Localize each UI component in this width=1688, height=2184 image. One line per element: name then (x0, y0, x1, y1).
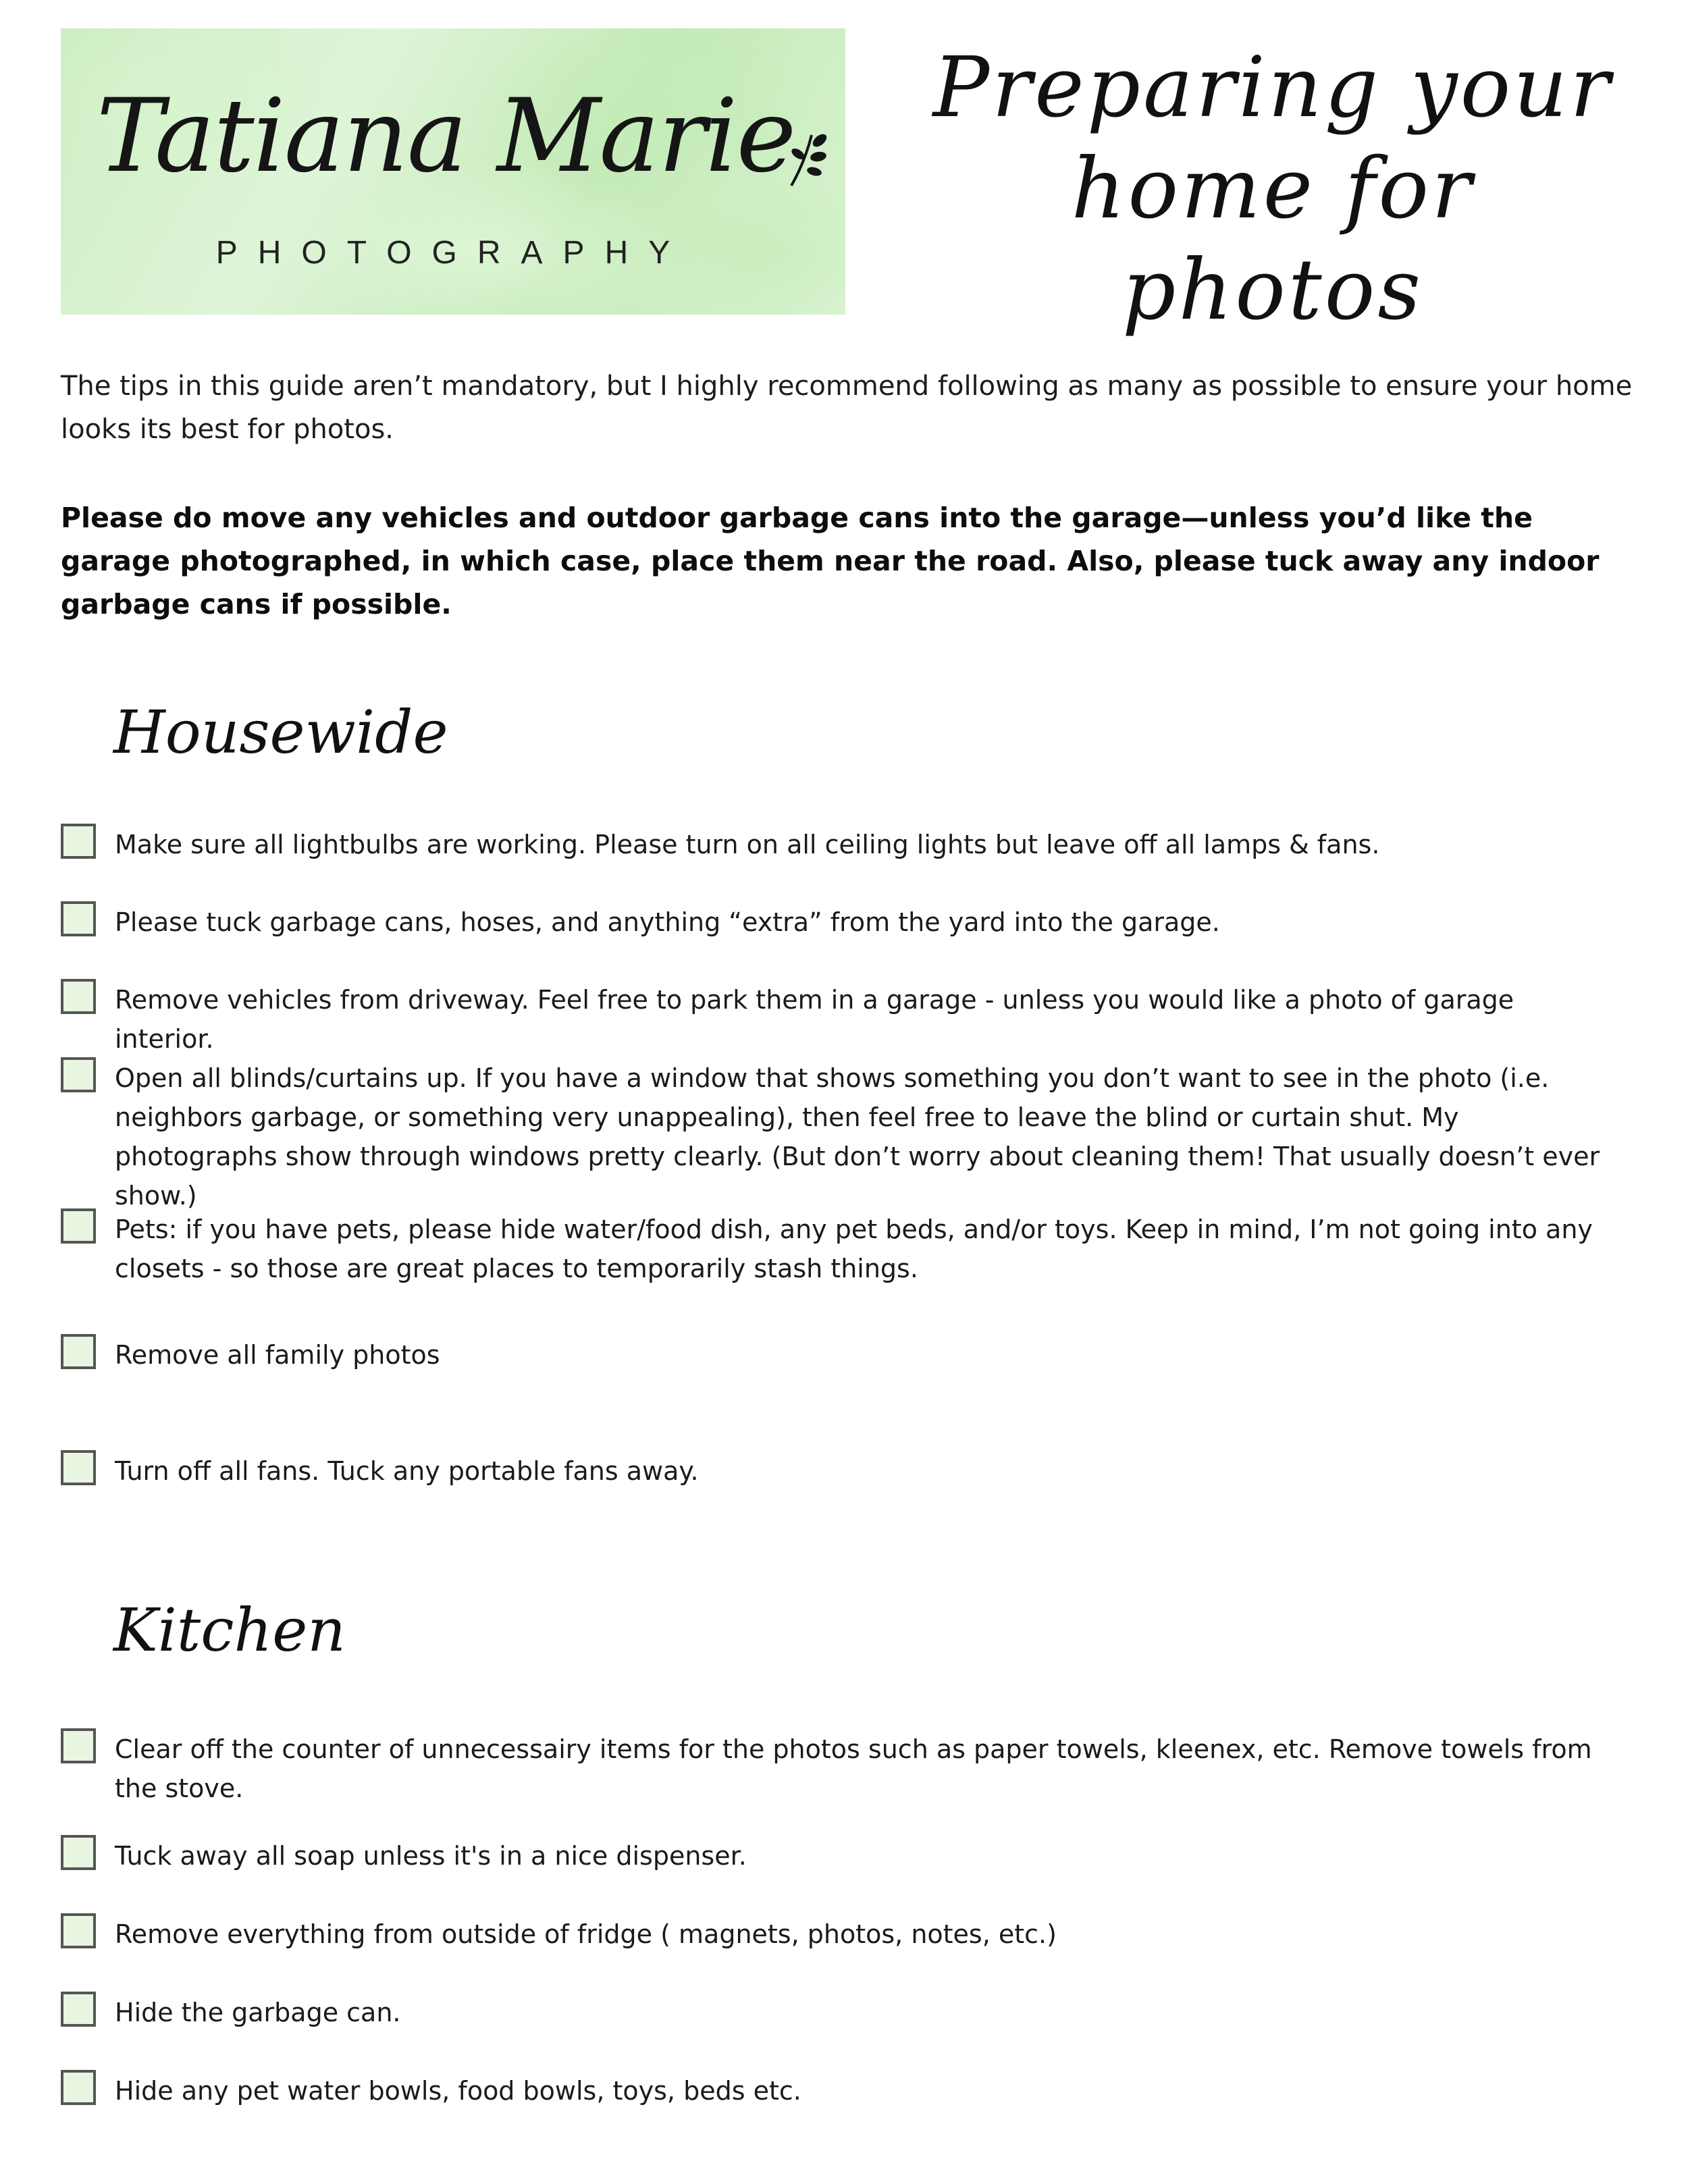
checkbox[interactable] (61, 2070, 96, 2105)
section-heading-kitchen: Kitchen (113, 1595, 346, 1665)
checklist-item-text: Pets: if you have pets, please hide water/food dish, any pet beds, and/or toys. Keep in mind, I’m not going into any closets - so those are great places to temporarily stash things. (115, 1215, 1593, 1283)
checkbox[interactable] (61, 1334, 96, 1369)
page-title-line-1: Preparing your (932, 39, 1613, 136)
checklist-item-text: Open all blinds/curtains up. If you have a window that shows something you don’t want to see in the photo (i.e. neighbors garbage, or something very unappealing), then feel free to leave the blind or curtain shut. My photographs show through windows pretty clearly. (But don’t worry about cleaning them! That usually doesn’t ever show.) (115, 1063, 1600, 1210)
checkbox[interactable] (61, 1208, 96, 1244)
checklist-item-text: Turn off all fans. Tuck any portable fans away. (115, 1456, 699, 1486)
logo-subtitle: PHOTOGRAPHY (215, 235, 691, 271)
checklist-item-text: Hide any pet water bowls, food bowls, toys, beds etc. (115, 2076, 801, 2106)
section-heading-housewide: Housewide (113, 697, 448, 767)
page-title (918, 37, 1627, 341)
checkbox[interactable] (61, 1057, 96, 1092)
intro-paragraph: The tips in this guide aren’t mandatory, but I highly recommend following as many as possible to ensure your home looks its best for photos. (61, 371, 1633, 445)
checkbox[interactable] (61, 1450, 96, 1485)
checkbox[interactable] (61, 1835, 96, 1870)
checklist-item-text: Please tuck garbage cans, hoses, and anything “extra” from the yard into the garage. (115, 907, 1220, 937)
checklist-item-text: Remove vehicles from driveway. Feel free to park them in a garage - unless you would like a photo of garage interior. (115, 985, 1514, 1054)
checklist-item-text: Clear off the counter of unnecessairy items for the photos such as paper towels, kleenex, etc. Remove towels from the stove. (115, 1734, 1592, 1803)
checkbox[interactable] (61, 1992, 96, 2027)
checkbox[interactable] (61, 901, 96, 936)
checkbox[interactable] (61, 1728, 96, 1763)
checkbox[interactable] (61, 979, 96, 1014)
page-title-line-2: home for photos (1071, 140, 1475, 339)
checklist-item-text: Tuck away all soap unless it's in a nice dispenser. (115, 1841, 747, 1871)
logo-name: Tatiana Marie (96, 78, 795, 195)
checklist-item-text: Remove everything from outside of fridge ( magnets, photos, notes, etc.) (115, 1919, 1057, 1949)
checkbox[interactable] (61, 824, 96, 859)
garage-note-paragraph: Please do move any vehicles and outdoor garbage cans into the garage—unless you’d like the garage photographed, in which case, place them near the road. Also, please tuck away any indoor garbage cans if possible. (61, 502, 1600, 620)
checklist-item-text: Hide the garbage can. (115, 1998, 401, 2027)
logo-banner (61, 28, 845, 315)
checkbox[interactable] (61, 1913, 96, 1948)
leaf-sprig-icon (785, 128, 832, 189)
checklist-item-text: Make sure all lightbulbs are working. Please turn on all ceiling lights but leave off all lamps & fans. (115, 830, 1380, 859)
checklist-item-text: Remove all family photos (115, 1340, 440, 1370)
